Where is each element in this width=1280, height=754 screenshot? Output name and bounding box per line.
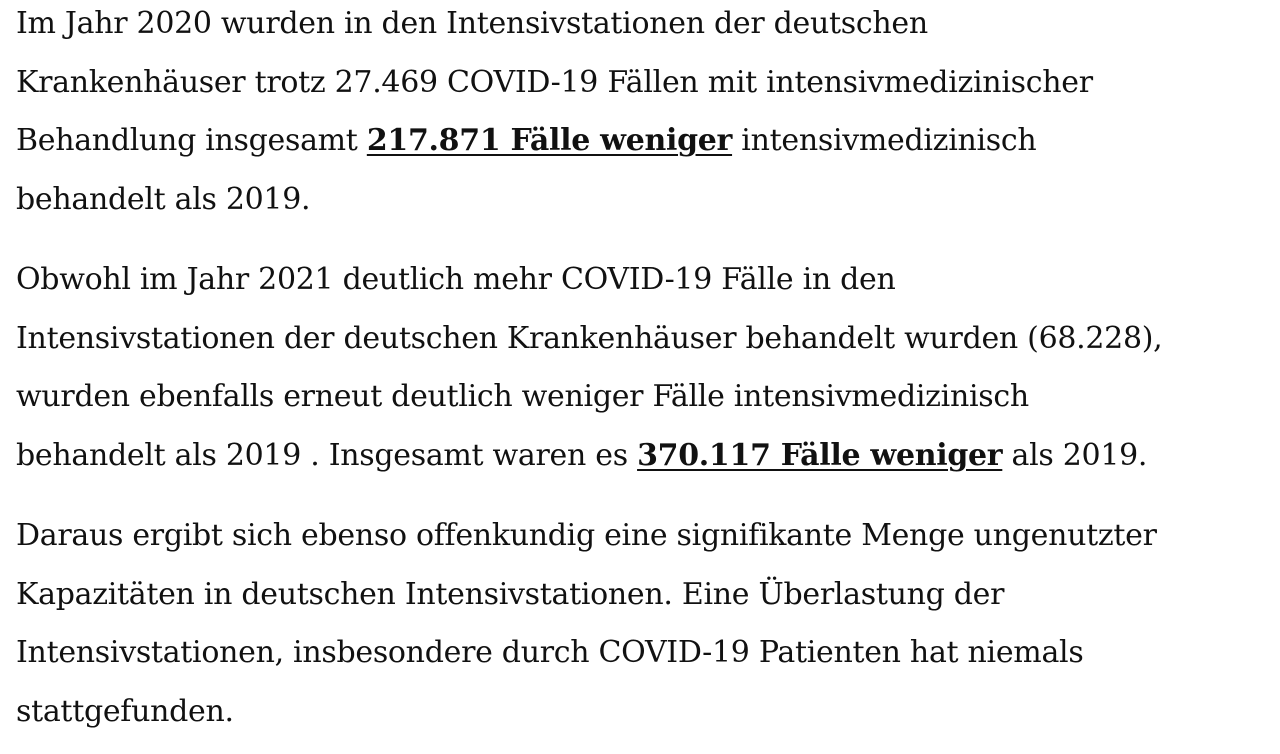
text-line: Intensivstationen, insbesondere durch COVID-19 Patienten hat niemals xyxy=(16,635,1084,670)
paragraph-icu-cases-2021 xyxy=(16,251,1280,485)
text-line: Daraus ergibt sich ebenso offenkundig eine signifikante Menge ungenutzter xyxy=(16,518,1157,553)
text-line: wurden ebenfalls erneut deutlich weniger Fälle intensivmedizinisch xyxy=(16,379,1029,414)
paragraph-icu-cases-2020 xyxy=(16,0,1280,229)
text-line: Im Jahr 2020 wurden in den Intensivstationen der deutschen xyxy=(16,6,928,41)
text-line: stattgefunden. xyxy=(16,693,234,729)
emphasized-figure-2020: 217.871 Fälle weniger xyxy=(366,123,733,158)
text-line: behandelt als 2019. xyxy=(16,181,311,217)
text-run: intensivmedizinisch xyxy=(732,123,1037,158)
text-run: als 2019. xyxy=(1002,437,1148,473)
text-line: Krankenhäuser trotz 27.469 COVID-19 Fällen mit intensivmedizinischer xyxy=(16,64,1093,100)
text-run: Behandlung insgesamt xyxy=(16,123,367,158)
text-line xyxy=(16,427,1280,486)
paragraph-conclusion xyxy=(16,507,1280,741)
text-line xyxy=(16,112,1280,171)
text-line: Obwohl im Jahr 2021 deutlich mehr COVID-19 Fälle in den xyxy=(16,262,896,297)
text-run: behandelt als 2019 . Insgesamt waren es xyxy=(16,437,638,473)
text-line: Intensivstationen der deutschen Krankenhäuser behandelt wurden (68.228), xyxy=(16,320,1163,356)
emphasized-figure-2021: 370.117 Fälle weniger xyxy=(637,437,1003,473)
text-line: Kapazitäten in deutschen Intensivstationen. Eine Überlastung der xyxy=(16,576,1005,612)
